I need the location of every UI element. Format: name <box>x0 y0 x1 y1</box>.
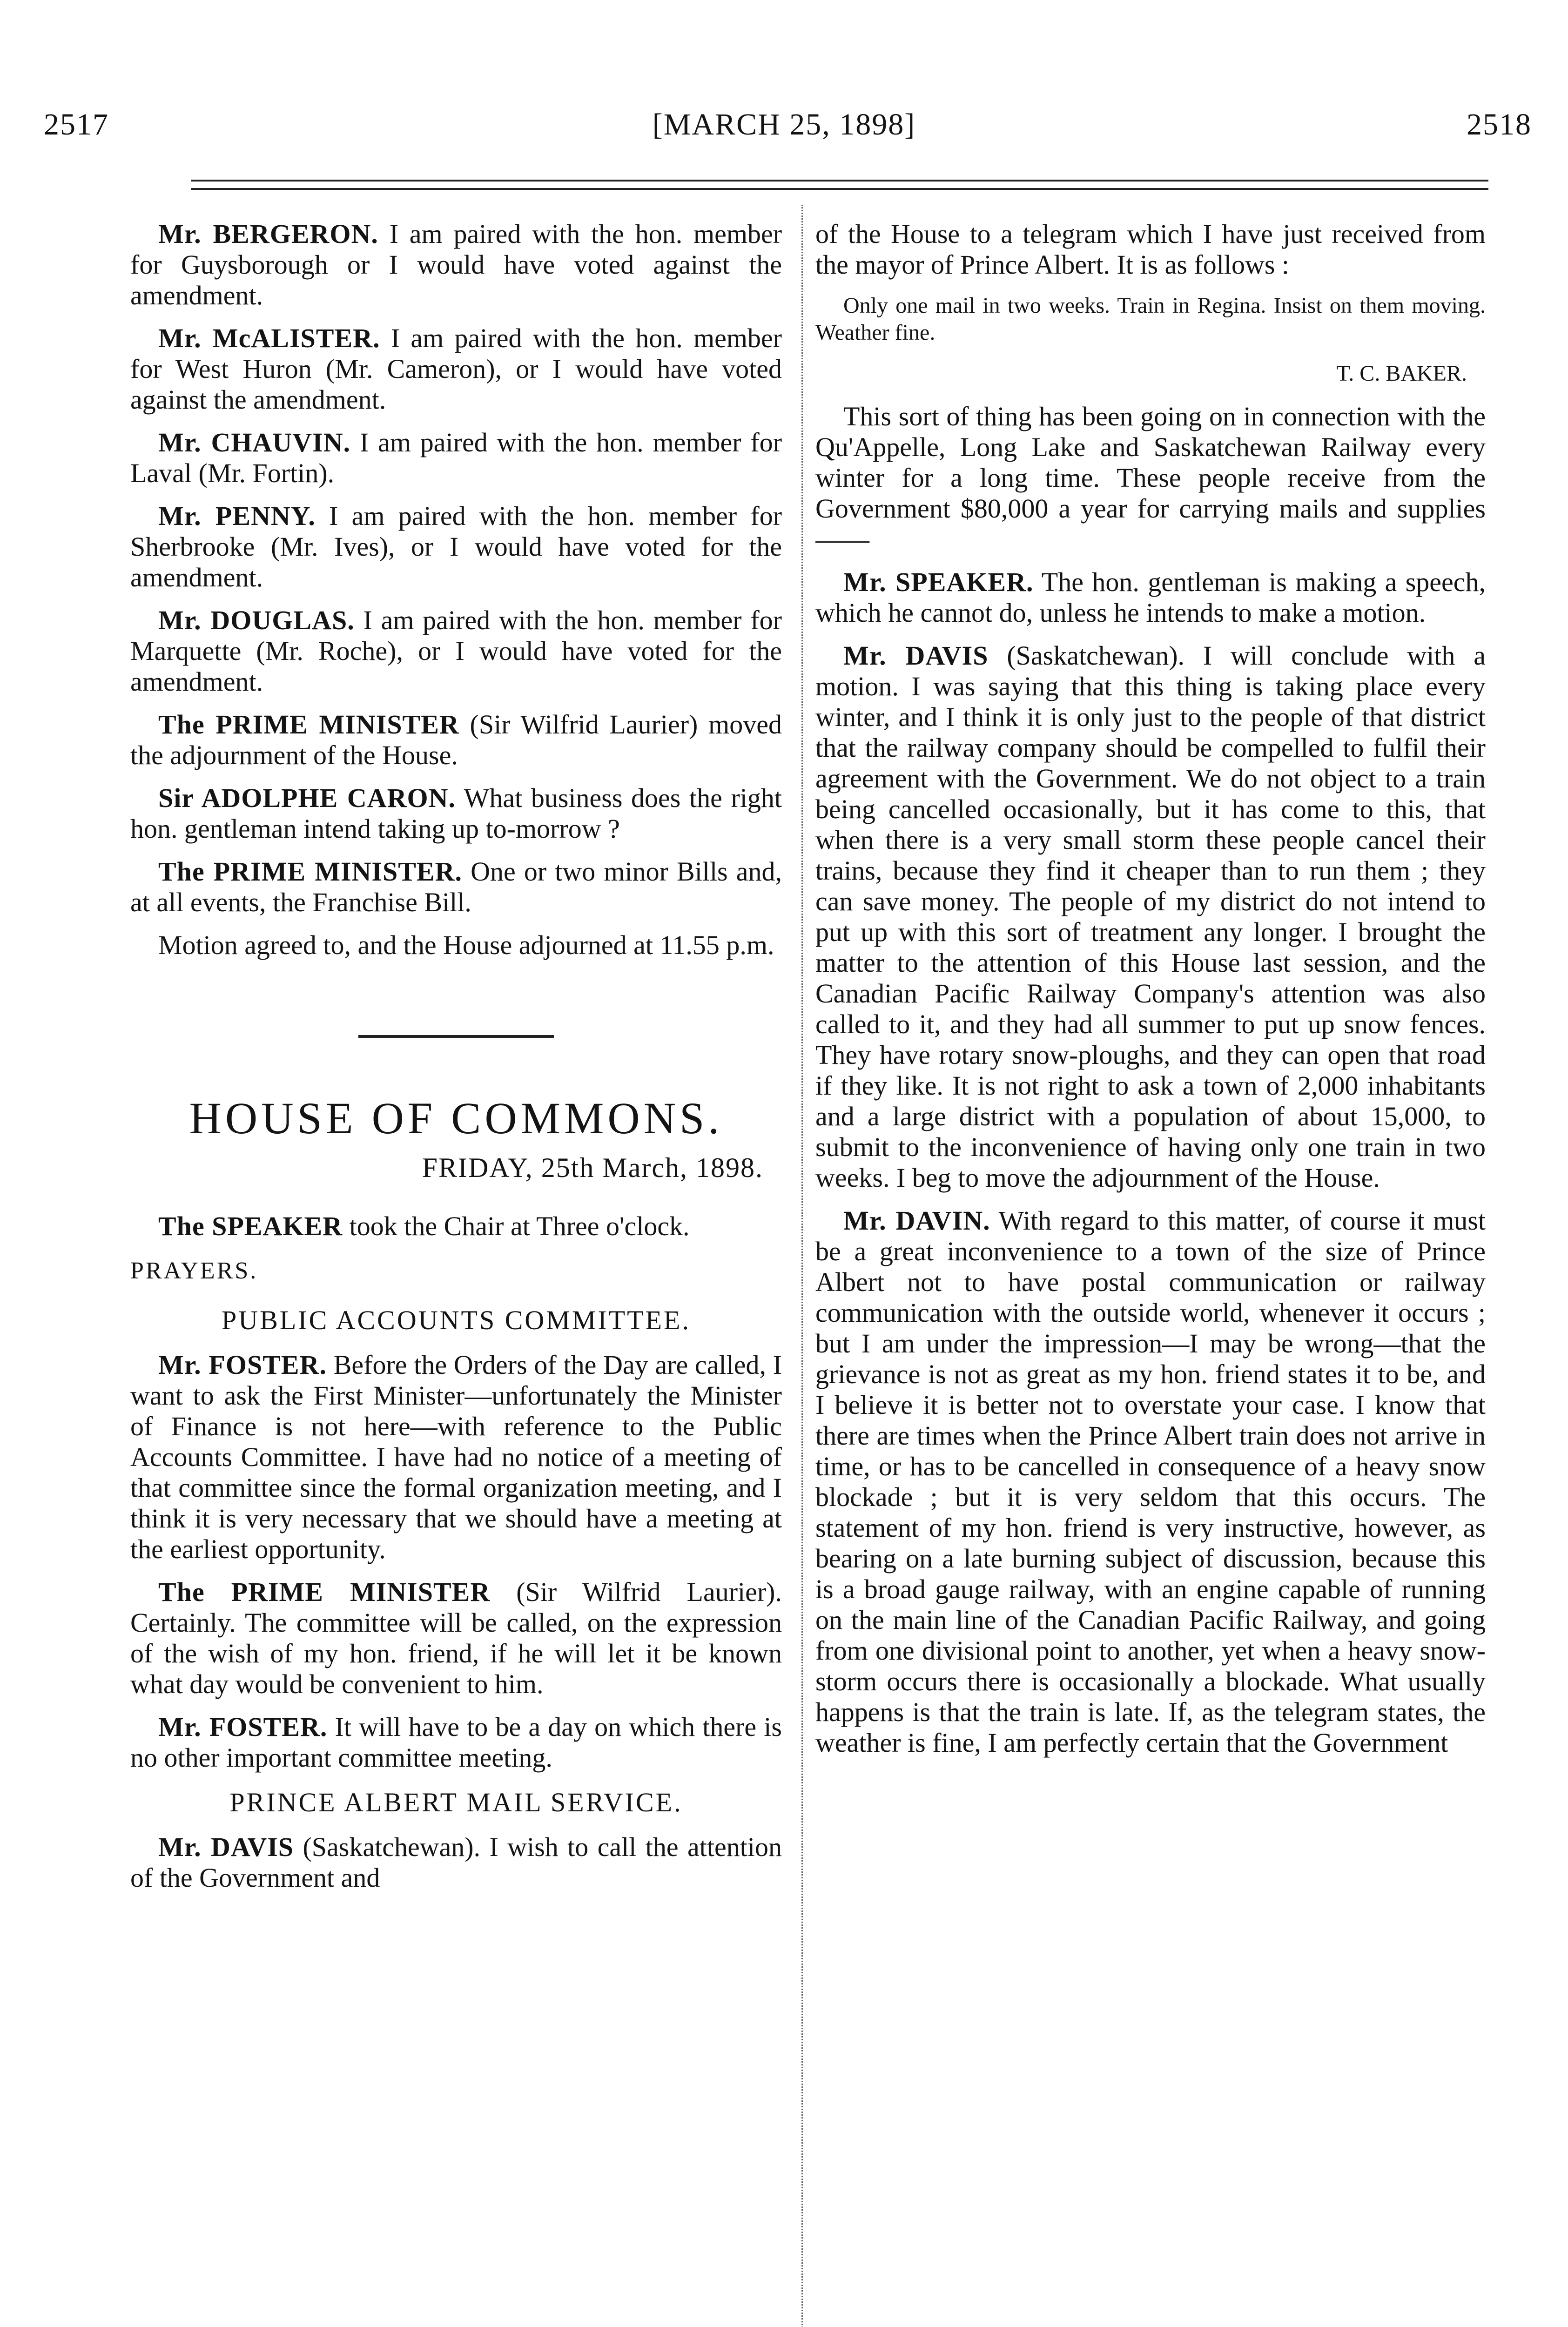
speaker-name: Mr. DAVIS <box>843 640 989 671</box>
speech-text: I am paired with the hon. member for Sherbrooke (Mr. Ives), or I would have voted for the amendment. <box>130 501 782 592</box>
speech-text: (Sir Wilfrid Laurier) moved the adjournment of the House. <box>130 709 782 770</box>
paragraph <box>130 605 782 697</box>
speech-text: I am paired with the hon. member for Guysborough or I would have voted against the amendment. <box>130 219 782 310</box>
paragraph <box>130 1350 782 1565</box>
page-number-right: 2518 <box>1467 108 1532 141</box>
header-rule-bottom <box>191 188 1488 190</box>
speech-text: (Sir Wilfrid Laurier). Certainly. The committee will be called, on the expression of the wish of my hon. friend, if he will let it be known what day would be convenient to him. <box>130 1577 782 1699</box>
speaker-name: Mr. FOSTER. <box>158 1350 327 1380</box>
paragraph <box>815 640 1486 1193</box>
paragraph: of the House to a telegram which I have just received from the mayor of Prince Albert. It is as follows : <box>815 219 1486 280</box>
section-separator <box>358 1035 554 1038</box>
speaker-name: The PRIME MINISTER. <box>158 856 462 887</box>
speech-text: It will have to be a day on which there is no other important committee meeting. <box>130 1712 782 1773</box>
paragraph <box>130 219 782 311</box>
section-heading: PUBLIC ACCOUNTS COMMITTEE. <box>222 1305 691 1335</box>
speaker-name: Sir ADOLPHE CARON. <box>158 783 456 813</box>
speaker-name: The PRIME MINISTER <box>158 709 459 740</box>
speaker-name: Mr. DAVIN. <box>843 1205 990 1236</box>
adjournment-note: Motion agreed to, and the House adjourned at 11.55 p.m. <box>158 930 774 960</box>
speaker-name: The SPEAKER <box>158 1211 343 1241</box>
header-rule-top <box>191 180 1488 182</box>
speaker-name: Mr. DAVIS <box>158 1832 294 1862</box>
speech-text: What business does the right hon. gentleman intend taking up to-morrow ? <box>130 783 782 844</box>
paragraph <box>130 323 782 415</box>
paragraph <box>815 567 1486 628</box>
speaker-name: Mr. BERGERON. <box>158 219 378 249</box>
paragraph: This sort of thing has been going on in connection with the Qu'Appelle, Long Lake and Saskatchewan Railway every winter for a long time. These people receive from the Government $80,000 a year for carrying mails and supplies—— <box>815 401 1486 554</box>
left-column <box>130 219 782 2327</box>
speaker-name: The PRIME MINISTER <box>158 1577 491 1607</box>
header-date: [MARCH 25, 1898] <box>652 108 916 141</box>
section-heading: PRINCE ALBERT MAIL SERVICE. <box>229 1787 683 1817</box>
paragraph <box>130 1712 782 1773</box>
house-heading: HOUSE OF COMMONS. <box>189 1093 723 1143</box>
speech-text: (Saskatchewan). I will conclude with a motion. I was saying that this thing is taking place every winter, and I think it is only just to the people of that district that the railway company should be compelled to fulfil their agreement with the Government. We do not object to a train being cancelled occasionally, but it has come to this, that when there is a very small storm these people cancel their trains, because they find it cheaper than to run them ; they can save money. The people of my district do not intend to put up with this sort of treatment any longer. I brought the matter to the attention of this House last session, and the Canadian Pacific Railway Company's attention was also called to it, and they had all summer to put up snow fences. They have rotary snow-ploughs, and they can open that road if they like. It is not right to ask a town of 2,000 inhabitants and a large district with a population of about 15,000, to submit to the inconvenience of having only one train in two weeks. I beg to move the adjournment of the House. <box>815 640 1486 1193</box>
speech-text: The hon. gentleman is making a speech, which he cannot do, unless he intends to make a motion. <box>815 567 1486 628</box>
page-header <box>0 0 1568 154</box>
speech-text: took the Chair at Three o'clock. <box>343 1211 690 1241</box>
column-divider <box>801 205 803 2327</box>
speech-text: With regard to this matter, of course it must be a great inconvenience to a town of the size of Prince Albert not to have postal communication or railway communication with the outside world, whenever it occurs ; but I am under the impression—I may be wrong—that the grievance is not as great as my hon. friend states it to be, and I believe it is better not to overstate your case. I know that there are times when the Prince Albert train does not arrive in time, or has to be cancelled in consequence of a heavy snow blockade ; but it is very seldom that this occurs. The statement of my hon. friend is very instructive, however, as bearing on a late burning subject of discussion, because this is a broad gauge railway, with an engine capable of running on the main line of the Canadian Pacific Railway, and going from one divisional point to another, yet when a heavy snow-storm occurs there is occasionally a blockade. What usually happens is that the train is late. If, as the telegram states, the weather is fine, I am perfectly certain that the Government <box>815 1205 1486 1758</box>
paragraph <box>130 1211 782 1242</box>
speech-text: I am paired with the hon. member for Laval (Mr. Fortin). <box>130 427 782 488</box>
sitting-date: FRIDAY, 25th March, 1898. <box>422 1152 763 1183</box>
paragraph <box>130 1832 782 1893</box>
prayers-label: PRAYERS. <box>130 1258 258 1284</box>
paragraph <box>130 709 782 771</box>
speaker-name: Mr. FOSTER. <box>158 1712 328 1742</box>
page-number-left: 2517 <box>44 108 109 141</box>
paragraph <box>130 783 782 844</box>
right-column <box>815 219 1486 2327</box>
paragraph <box>130 501 782 593</box>
paragraph <box>130 427 782 489</box>
telegram-text: Only one mail in two weeks. Train in Regina. Insist on them moving. Weather fine. <box>815 293 1486 345</box>
speaker-name: Mr. PENNY. <box>158 501 316 531</box>
speaker-name: Mr. DOUGLAS. <box>158 605 355 635</box>
paragraph <box>130 1577 782 1700</box>
speech-text: One or two minor Bills and, at all events, the Franchise Bill. <box>130 856 782 917</box>
speaker-name: Mr. SPEAKER. <box>843 567 1034 597</box>
speaker-name: Mr. McALISTER. <box>158 323 380 353</box>
speech-text: (Saskatchewan). I wish to call the attention of the Government and <box>130 1832 782 1893</box>
speaker-name: Mr. CHAUVIN. <box>158 427 351 457</box>
telegram-signature: T. C. BAKER. <box>1336 361 1467 386</box>
speech-text: I am paired with the hon. member for Marquette (Mr. Roche), or I would have voted for the amendment. <box>130 605 782 697</box>
speech-text: I am paired with the hon. member for West Huron (Mr. Cameron), or I would have voted against the amendment. <box>130 323 782 415</box>
paragraph <box>130 856 782 918</box>
paragraph <box>815 1205 1486 1758</box>
speech-text: Before the Orders of the Day are called, I want to ask the First Minister—unfortunately the Minister of Finance is not here—with reference to the Public Accounts Committee. I have had no notice of a meeting of that committee since the formal organization meeting, and I think it is very necessary that we should have a meeting at the earliest opportunity. <box>130 1350 782 1564</box>
